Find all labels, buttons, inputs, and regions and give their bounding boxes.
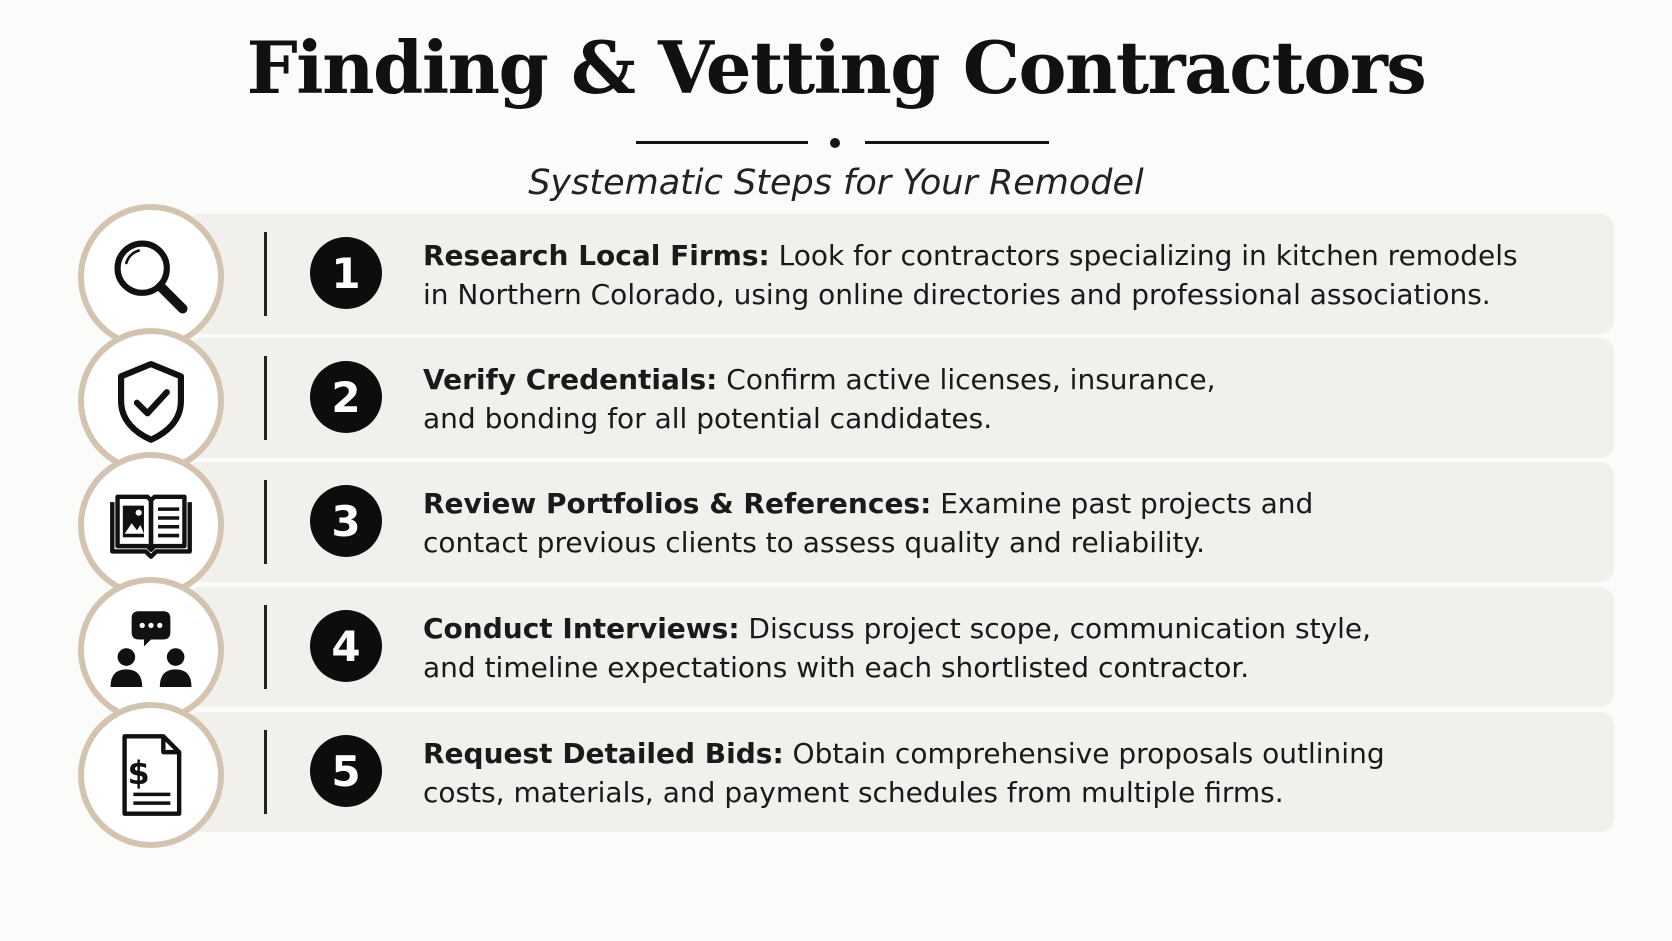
step-4 (0, 585, 1672, 709)
step-number-badge: 3 (310, 485, 382, 557)
step-description (423, 609, 1583, 687)
step-separator (264, 232, 267, 316)
step-line1: Confirm active licenses, insurance, (717, 363, 1216, 396)
svg-text:$: $ (127, 755, 150, 792)
step-description (423, 360, 1583, 438)
step-line1: Examine past projects and (931, 487, 1314, 520)
step-line2: and bonding for all potential candidates. (423, 402, 993, 435)
step-separator (264, 605, 267, 689)
step-line2: in Northern Colorado, using online directories and professional associations. (423, 278, 1491, 311)
step-lead: Review Portfolios & References: (423, 487, 932, 520)
step-lead: Conduct Interviews: (423, 612, 740, 645)
step-line2: and timeline expectations with each shortlisted contractor. (423, 651, 1250, 684)
step-icon-ring (78, 702, 224, 848)
step-line1: Discuss project scope, communication style, (739, 612, 1372, 645)
step-number-badge: 5 (310, 735, 382, 807)
step-lead: Research Local Firms: (423, 239, 770, 272)
step-description (423, 734, 1583, 812)
step-line1: Look for contractors specializing in kitchen remodels (769, 239, 1518, 272)
page-subtitle: Systematic Steps for Your Remodel (528, 163, 1144, 203)
page-title: Finding & Vetting Contractors (246, 25, 1426, 110)
step-number-badge: 1 (310, 237, 382, 309)
step-separator (264, 356, 267, 440)
step-description (423, 484, 1583, 562)
shield-check-icon (107, 357, 195, 445)
dollar-document-icon (107, 731, 195, 819)
step-line1: Obtain comprehensive proposals outlining (783, 737, 1385, 770)
step-5 (0, 710, 1672, 834)
step-description (423, 236, 1583, 314)
step-separator (264, 480, 267, 564)
step-separator (264, 730, 267, 814)
step-3 (0, 460, 1672, 584)
step-lead: Verify Credentials: (423, 363, 718, 396)
step-line2: contact previous clients to assess quality and reliability. (423, 526, 1206, 559)
open-book-icon (107, 481, 195, 569)
step-2 (0, 336, 1672, 460)
people-chat-icon (107, 606, 195, 694)
step-number-badge: 2 (310, 361, 382, 433)
magnifying-glass-icon (107, 233, 195, 321)
step-1 (0, 212, 1672, 336)
step-line2: costs, materials, and payment schedules from multiple firms. (423, 776, 1284, 809)
step-number-badge: 4 (310, 610, 382, 682)
step-lead: Request Detailed Bids: (423, 737, 784, 770)
